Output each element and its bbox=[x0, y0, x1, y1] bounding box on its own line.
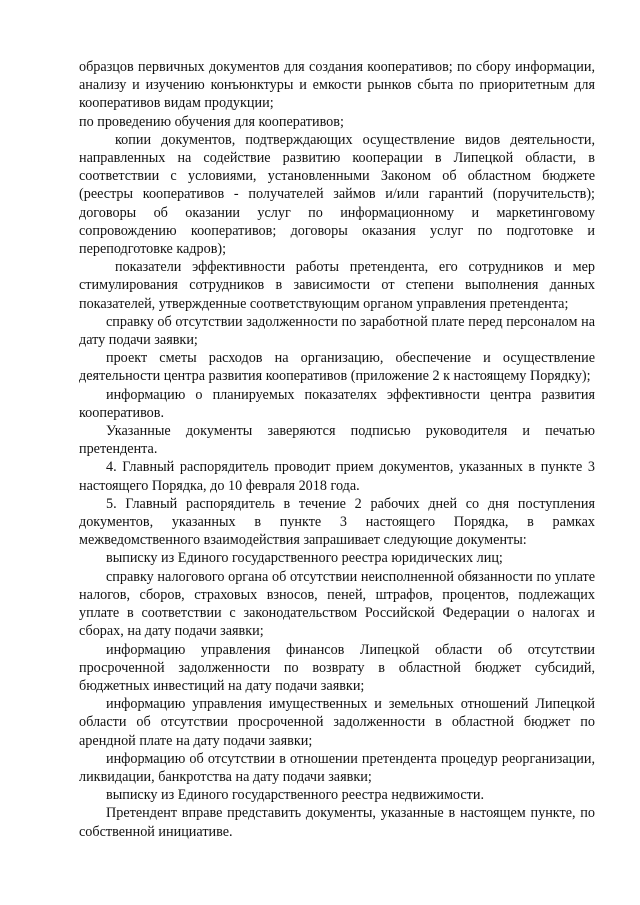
paragraph-list-item: выписку из Единого государственного реестра юридических лиц; bbox=[106, 550, 503, 567]
document-page bbox=[79, 58, 595, 841]
paragraph-list-item: показатели эффективности работы претендента, его сотрудников и мер стимулирования сотрудников в зависимости от степени выполнения данных показателей, утвержденные соответствующим органом управления претендента; bbox=[79, 259, 595, 312]
paragraph-list-item: информацию управления имущественных и земельных отношений Липецкой области об отсутствии просроченной задолженности в областной бюджет по арендной плате на дату подачи заявки; bbox=[79, 696, 595, 749]
paragraph-list-item: информацию управления финансов Липецкой области об отсутствии просроченной задолженности по возврату в областной бюджет субсидий, бюджетных инвестиций на дату подачи заявки; bbox=[79, 641, 595, 694]
paragraph: Претендент вправе представить документы, указанные в настоящем пункте, по собственной инициативе. bbox=[79, 805, 595, 840]
paragraph-list-item: по проведению обучения для кооперативов; bbox=[79, 113, 344, 130]
paragraph-clause-4: 4. Главный распорядитель проводит прием документов, указанных в пункте 3 настоящего Порядка, до 10 февраля 2018 года. bbox=[79, 459, 595, 494]
paragraph-list-item: справку налогового органа об отсутствии неисполненной обязанности по уплате налогов, сборов, страховых взносов, пеней, штрафов, процентов, подлежащих уплате в соответствии с законодательством Российской Федерации о налогах и сборах, на дату подачи заявки; bbox=[79, 568, 595, 640]
paragraph-list-item: копии документов, подтверждающих осуществление видов деятельности, направленных на содействие развитию кооперации в Липецкой области, в соответствии с условиями, установленными Законом об областном бюджете (реестры кооперативов - получателей займов и/или гарантий (поручительств); договоры об оказании услуг по информационному и маркетинговому сопровождению кооперативов; договоры оказания услуг по подготовке и переподготовке кадров); bbox=[79, 131, 595, 258]
paragraph-list-item: информацию о планируемых показателях эффективности центра развития кооперативов. bbox=[79, 386, 595, 421]
paragraph-list-item: выписку из Единого государственного реестра недвижимости. bbox=[106, 787, 485, 804]
paragraph-clause-5: 5. Главный распорядитель в течение 2 рабочих дней со дня поступления документов, указанных в пункте 3 настоящего Порядка, в рамках межведомственного взаимодействия запрашивает следующие документы: bbox=[79, 495, 595, 549]
paragraph: Указанные документы заверяются подписью руководителя и печатью претендента. bbox=[79, 423, 595, 458]
paragraph-list-item: образцов первичных документов для создания кооперативов; по сбору информации, анализу и изучению конъюнктуры и емкости рынков сбыта по приоритетным для кооперативов видам продукции; bbox=[79, 59, 595, 112]
paragraph-list-item: проект сметы расходов на организацию, обеспечение и осуществление деятельности центра развития кооперативов (приложение 2 к настоящему Порядку); bbox=[79, 350, 595, 385]
paragraph-list-item: справку об отсутствии задолженности по заработной плате перед персоналом на дату подачи заявки; bbox=[79, 313, 595, 349]
paragraph-list-item: информацию об отсутствии в отношении претендента процедур реорганизации, ликвидации, банкротства на дату подачи заявки; bbox=[79, 750, 595, 785]
